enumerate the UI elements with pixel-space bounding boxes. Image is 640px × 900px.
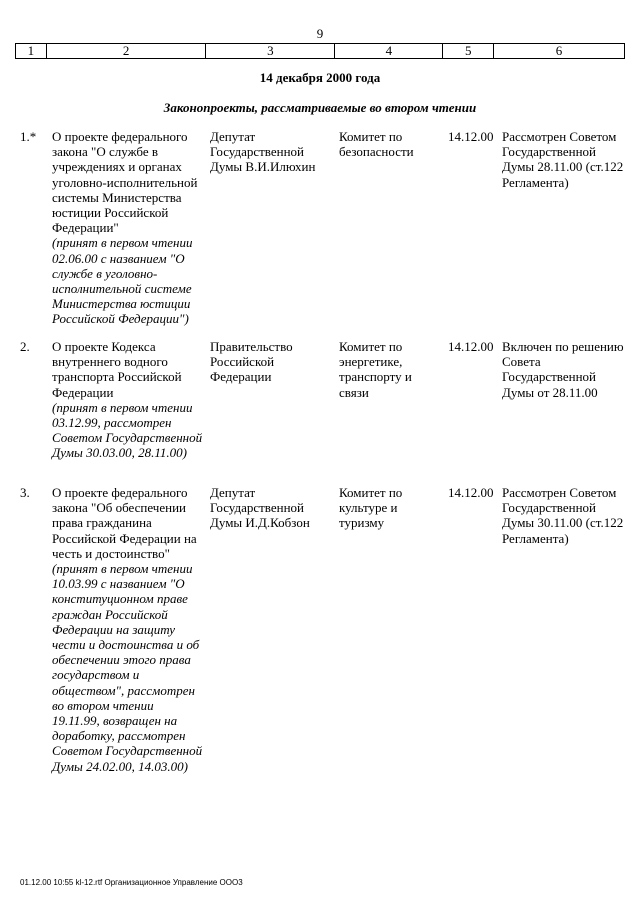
entry-date: 14.12.00: [448, 485, 494, 500]
column-number-6: 6: [555, 43, 563, 58]
entry-title: О проекте федерального закона "Об обеспечении права гражданина Российской Федерации на честь и достоинство": [52, 485, 197, 561]
column-number-3: 3: [206, 44, 335, 58]
column-number-5: 5: [443, 44, 494, 58]
entry-author: Правительство Российской Федерации: [210, 339, 293, 385]
entry-number: 2.: [20, 339, 30, 354]
column-number-1: 1: [16, 44, 47, 58]
entry-title-block: [52, 485, 204, 774]
entry-committee: Комитет по безопасности: [339, 129, 414, 160]
entry-status: Рассмотрен Советом Государственной Думы 30.11.00 (ст.122 Регламента): [502, 485, 624, 546]
entry-committee: Комитет по культуре и туризму: [339, 485, 403, 531]
entry-author: Депутат Государственной Думы И.Д.Кобзон: [210, 485, 310, 531]
entry-note: (принят в первом чтении 10.03.99 с названием "О конституционном праве граждан Российской Федерации на защиту чести и достоинства и об обеспечении этого права государством и обществом", рассмотрен во втором чтении 19.11.99, возвращен на доработку, рассмотрен Советом Государственной Думы 24.02.00, 14.03.00): [52, 561, 203, 774]
entry-number: 1.*: [20, 129, 37, 144]
entry-date: 14.12.00: [448, 339, 494, 354]
entry-committee: Комитет по энергетике, транспорту и связи: [339, 339, 412, 400]
entry-status: Рассмотрен Советом Государственной Думы 28.11.00 (ст.122 Регламента): [502, 129, 624, 190]
column-number-2: 2: [47, 44, 207, 58]
footer-print-info: 01.12.00 10:55 kl-12.rtf Организационное Управление ООО3: [20, 878, 243, 887]
entry-title: О проекте Кодекса внутреннего водного транспорта Российской Федерации: [52, 339, 182, 400]
entry-author: Депутат Государственной Думы В.И.Илюхин: [210, 129, 316, 175]
entry-title-block: [52, 339, 204, 461]
date-heading: 14 декабря 2000 года: [259, 70, 381, 85]
entry-note: (принят в первом чтении 03.12.99, рассмотрен Советом Государственной Думы 30.03.00, 28.11.00): [52, 399, 203, 461]
column-number-4: 4: [335, 44, 443, 58]
section-heading: Законопроекты, рассматриваемые во втором чтении: [163, 100, 477, 115]
entry-status: Включен по решению Совета Государственной Думы от 28.11.00: [502, 339, 624, 400]
entry-number: 3.: [20, 485, 30, 500]
entry-title-block: [52, 129, 204, 327]
entry-title: О проекте федерального закона "О службе в учреждениях и органах уголовно-исполнительной системы Министерства юстиции Российской Федерации": [52, 129, 198, 236]
column-number-header: [15, 43, 625, 59]
entry-note: (принят в первом чтении 02.06.00 с названием "О службе в уголовно-исполнительной системе Министерства юстиции Российской Федерации"): [52, 235, 193, 327]
entry-date: 14.12.00: [448, 129, 494, 144]
page-number: 9: [316, 26, 324, 41]
